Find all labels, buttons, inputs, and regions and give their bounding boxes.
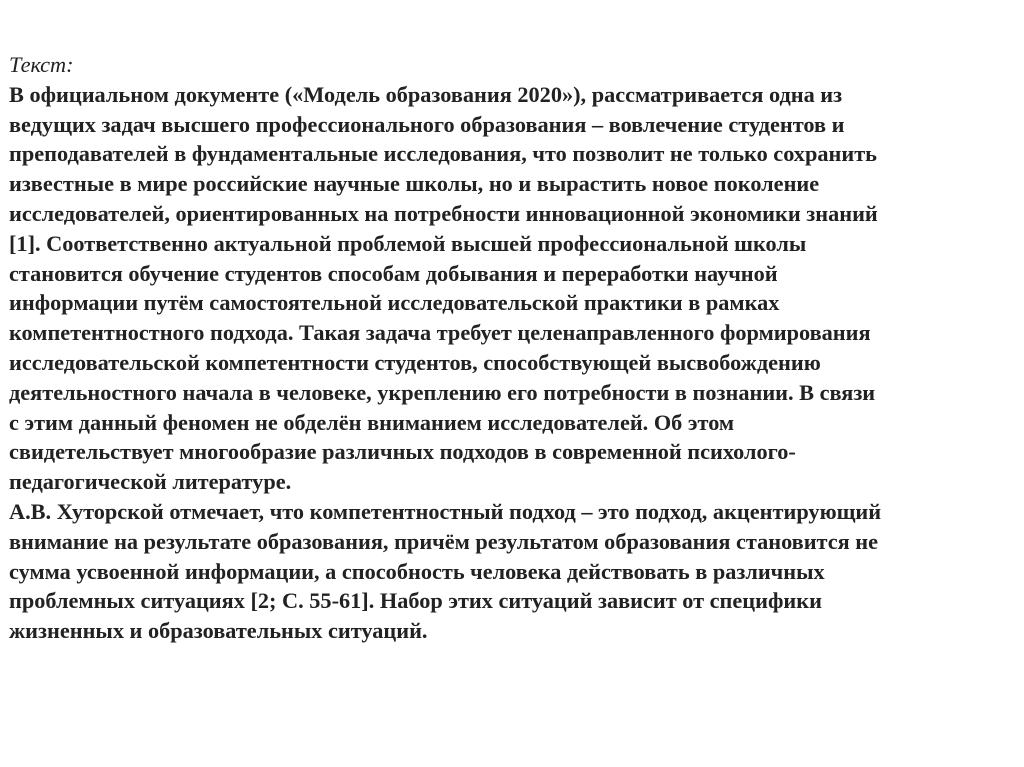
paragraph-2 (9, 497, 1017, 646)
paragraph-line: исследователей, ориентированных на потребности инновационной экономики знаний (9, 200, 878, 226)
paragraph-line: проблемных ситуациях [2; С. 55-61]. Набор этих ситуаций зависит от специфики (9, 588, 822, 614)
paragraph-line: свидетельствует многообразие различных подходов в современной психолого- (9, 439, 796, 465)
paragraph-line: преподавателей в фундаментальные исследования, что позволит не только сохранить (9, 141, 877, 167)
paragraph-line: с этим данный феномен не обделён вниманием исследователей. Об этом (9, 409, 735, 435)
paragraph-line: становится обучение студентов способам добывания и переработки научной (9, 260, 778, 286)
paragraph-line: ведущих задач высшего профессионального образования – вовлечение студентов и (9, 111, 845, 137)
text-heading: Текст: (9, 52, 74, 77)
paragraph-line: жизненных и образовательных ситуаций. (9, 618, 428, 644)
paragraph-line: информации путём самостоятельной исследовательской практики в рамках (9, 290, 780, 316)
paragraph-line: [1]. Соответственно актуальной проблемой высшей профессиональной школы (9, 230, 807, 256)
slide-text-block (9, 50, 1017, 646)
paragraph-line: внимание на результате образования, причём результатом образования становится не (9, 528, 879, 554)
paragraph-line: В официальном документе («Модель образования 2020»), рассматривается одна из (9, 81, 843, 107)
paragraph-line: педагогической литературе. (9, 469, 292, 495)
paragraph-line: А.В. Хуторской отмечает, что компетентностный подход – это подход, акцентирующий (9, 498, 882, 524)
paragraph-line: деятельностного начала в человеке, укреплению его потребности в познании. В связи (9, 379, 876, 405)
paragraph-line: компетентностного подхода. Такая задача требует целенаправленного формирования (9, 320, 871, 346)
paragraph-line: исследовательской компетентности студентов, способствующей высвобождению (9, 349, 821, 375)
paragraph-line: сумма усвоенной информации, а способность человека действовать в различных (9, 558, 825, 584)
paragraph-line: известные в мире российские научные школы, но и вырастить новое поколение (9, 171, 820, 197)
paragraph-1 (9, 80, 1017, 497)
